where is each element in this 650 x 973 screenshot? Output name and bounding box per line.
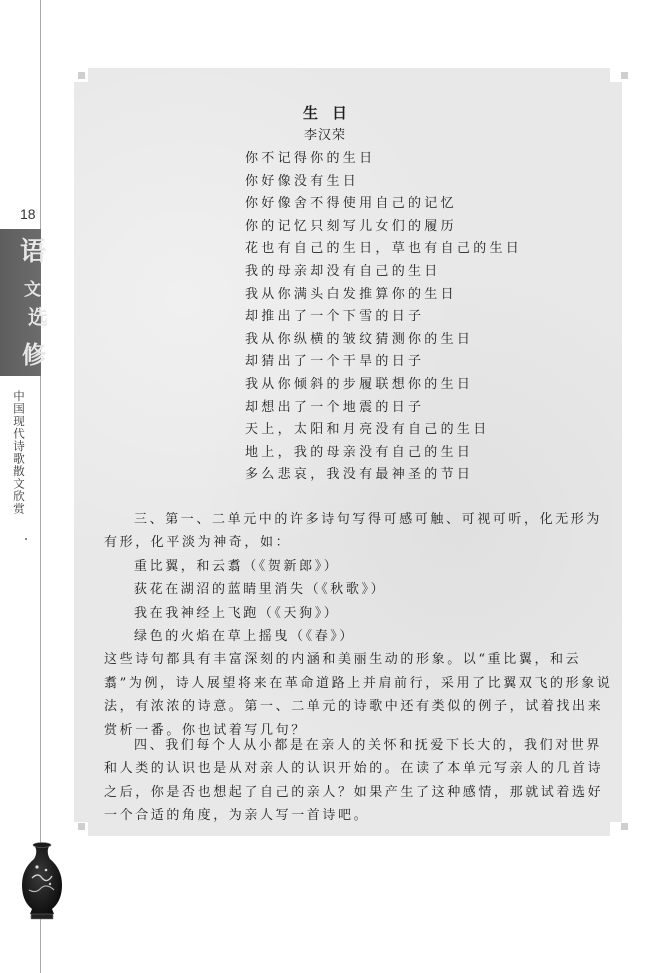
- page-margin-rule-bottom: [40, 925, 41, 973]
- exercise-three-intro: 三、第一、二单元中的许多诗句写得可感可触、可视可听，化无形为有形，化平淡为神奇，如：: [104, 512, 603, 551]
- poem-line: 多么悲哀，我没有最神圣的节日: [245, 467, 474, 483]
- decorative-dot: [25, 538, 27, 540]
- poem-line: 却猜出了一个干旱的日子: [245, 354, 425, 370]
- tab-char: 修: [22, 340, 46, 369]
- example-line: 我在我神经上飞跑（《天狗》）: [134, 605, 340, 621]
- poem-line: 我从你满头白发推算你的生日: [245, 286, 457, 302]
- book-series-tab: [0, 229, 48, 376]
- page-number: 18: [20, 206, 36, 222]
- poem-line: 我从你纵横的皱纹猜测你的生日: [245, 331, 474, 347]
- example-line: 荻花在湖沼的蓝睛里消失（《秋歌》）: [134, 582, 387, 598]
- exercise-three: [104, 508, 614, 742]
- poem-line: 却推出了一个下雪的日子: [245, 309, 425, 325]
- poem-line: 你好像舍不得使用自己的记忆: [245, 196, 457, 212]
- tab-char: 选: [28, 305, 48, 329]
- tab-char: 文: [24, 280, 41, 300]
- page-margin-rule: [40, 0, 41, 973]
- poem-line: 我从你倾斜的步履联想你的生日: [245, 376, 474, 392]
- poem-title: 生日: [302, 104, 361, 122]
- exercise-four: 四、我们每个人从小都是在亲人的关怀和抚爱下长大的，我们对世界和人类的认识也是从对亲人的认识开始的。在读了本单元写亲人的几首诗之后，你是否也想起了自己的亲人？如果产生了这种感情，那就试着选好一个合适的角度，为亲人写一首诗吧。: [104, 738, 604, 824]
- example-lines: [104, 555, 614, 649]
- poem-line: 我的母亲却没有自己的生日: [245, 263, 441, 279]
- poem-line: 你的记忆只刻写儿女们的履历: [245, 218, 457, 234]
- poem-line: 却想出了一个地震的日子: [245, 399, 425, 415]
- example-line: 重比翼，和云翥（《贺新郎》）: [134, 558, 340, 574]
- book-subtitle: 中国现代诗歌散文欣赏: [12, 390, 26, 515]
- corner-square-icon: [621, 72, 628, 79]
- example-line: 绿色的火焰在草上摇曳（《春》）: [134, 629, 356, 645]
- tab-char: 语: [20, 237, 47, 267]
- exercise-three-discussion: 这些诗句都具有丰富深刻的内涵和美丽生动的形象。以“重比翼，和云翥”为例，诗人展望将来在革命道路上并肩前行，采用了比翼双飞的形象说法，有浓浓的诗意。第一、二单元的诗歌中还有类似的例子，试着找出来赏析一番。你也试着写几句？: [104, 652, 613, 738]
- corner-square-icon: [621, 823, 628, 830]
- corner-square-icon: [78, 823, 85, 830]
- chinese-vase-icon: [20, 840, 64, 922]
- poem-line: 你好像没有生日: [245, 173, 360, 189]
- poem-body: [245, 148, 522, 487]
- corner-square-icon: [78, 72, 85, 79]
- poem-line: 你不记得你的生日: [245, 151, 376, 166]
- poem-line: 天上，太阳和月亮没有自己的生日: [245, 422, 490, 438]
- poem-line: 地上，我的母亲没有自己的生日: [245, 444, 474, 460]
- poem-author: 李汉荣: [303, 128, 346, 143]
- poem-line: 花也有自己的生日，草也有自己的生日: [245, 241, 523, 257]
